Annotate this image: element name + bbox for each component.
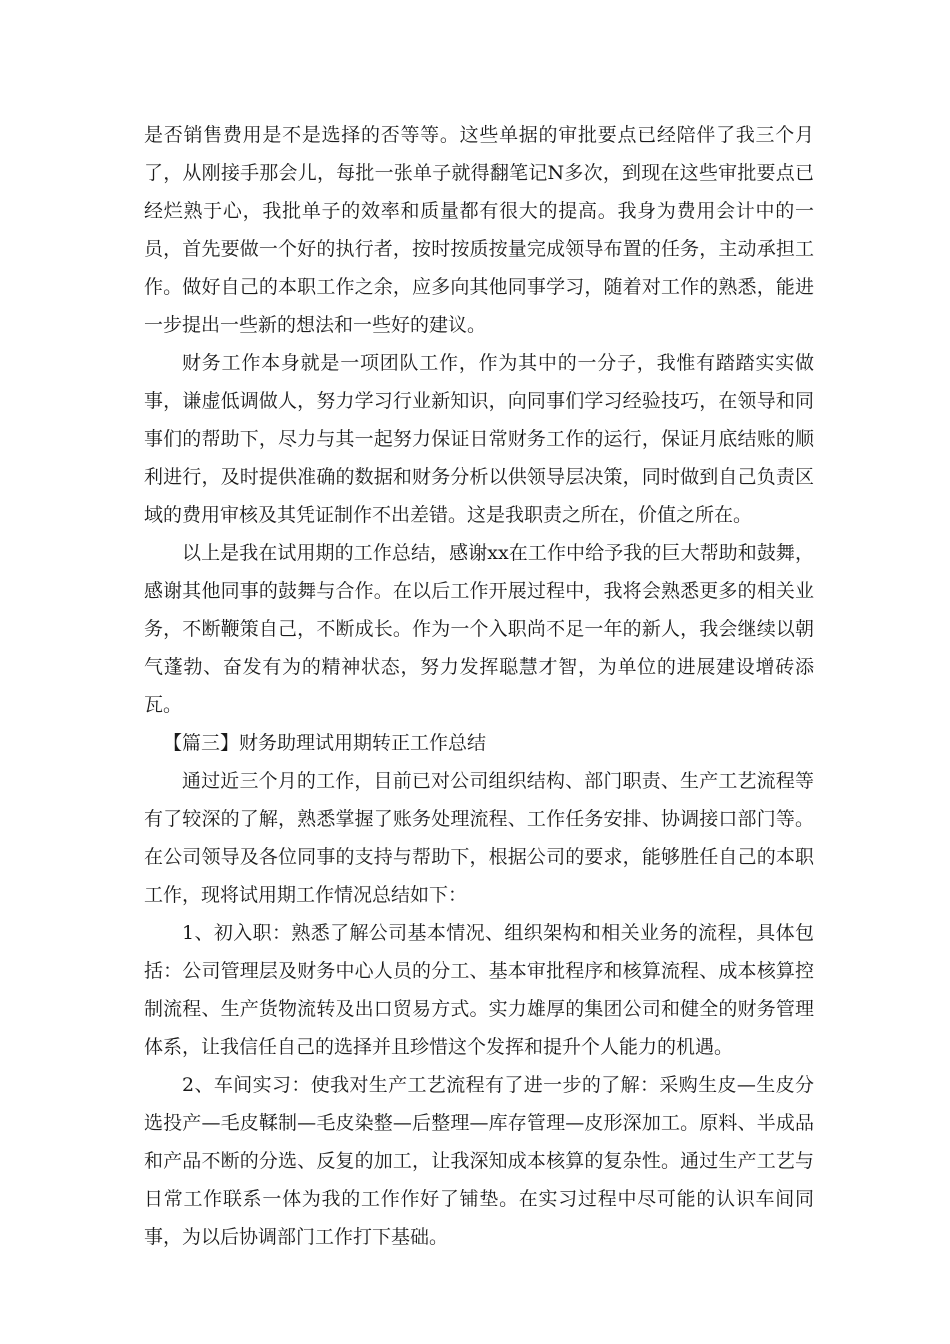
document-body bbox=[144, 116, 814, 1256]
paragraph-item-1: 1、初入职：熟悉了解公司基本情况、组织架构和相关业务的流程，具体包括：公司管理层及财务中心人员的分工、基本审批程序和核算流程、成本核算控制流程、生产货物流转及出口贸易方式。实力雄厚的集团公司和健全的财务管理体系，让我信任自己的选择并且珍惜这个发挥和提升个人能力的机遇。 bbox=[144, 922, 814, 1058]
section-heading: 【篇三】财务助理试用期转正工作总结 bbox=[163, 732, 487, 754]
paragraph-intro: 通过近三个月的工作，目前已对公司组织结构、部门职责、生产工艺流程等有了较深的了解，熟悉掌握了账务处理流程、工作任务安排、协调接口部门等。在公司领导及各位同事的支持与帮助下，根据公司的要求，能够胜任自己的本职工作，现将试用期工作情况总结如下： bbox=[144, 770, 814, 906]
paragraph-teamwork: 财务工作本身就是一项团队工作，作为其中的一分子，我惟有踏踏实实做事，谦虚低调做人，努力学习行业新知识，向同事们学习经验技巧，在领导和同事们的帮助下，尽力与其一起努力保证日常财务工作的运行，保证月底结账的顺利进行，及时提供准确的数据和财务分析以供领导层决策，同时做到自己负责区域的费用审核及其凭证制作不出差错。这是我职责之所在，价值之所在。 bbox=[144, 352, 814, 526]
paragraph-thanks: 以上是我在试用期的工作总结，感谢xx在工作中给予我的巨大帮助和鼓舞，感谢其他同事的鼓舞与合作。在以后工作开展过程中，我将会熟悉更多的相关业务，不断鞭策自己，不断成长。作为一个入职尚不足一年的新人，我会继续以朝气蓬勃、奋发有为的精神状态，努力发挥聪慧才智，为单位的进展建设增砖添瓦。 bbox=[144, 542, 814, 716]
paragraph-item-2: 2、车间实习：使我对生产工艺流程有了进一步的了解：采购生皮—生皮分选投产—毛皮鞣制—毛皮染整—后整理—库存管理—皮形深加工。原料、半成品和产品不断的分选、反复的加工，让我深知成本核算的复杂性。通过生产工艺与日常工作联系一体为我的工作作好了铺垫。在实习过程中尽可能的认识车间同事，为以后协调部门工作打下基础。 bbox=[144, 1074, 814, 1248]
paragraph-continuation: 是否销售费用是不是选择的否等等。这些单据的审批要点已经陪伴了我三个月了，从刚接手那会儿，每批一张单子就得翻笔记N多次，到现在这些审批要点已经烂熟于心，我批单子的效率和质量都有很大的提高。我身为费用会计中的一员，首先要做一个好的执行者，按时按质按量完成领导布置的任务，主动承担工作。做好自己的本职工作之余，应多向其他同事学习，随着对工作的熟悉，能进一步提出一些新的想法和一些好的建议。 bbox=[144, 124, 814, 336]
